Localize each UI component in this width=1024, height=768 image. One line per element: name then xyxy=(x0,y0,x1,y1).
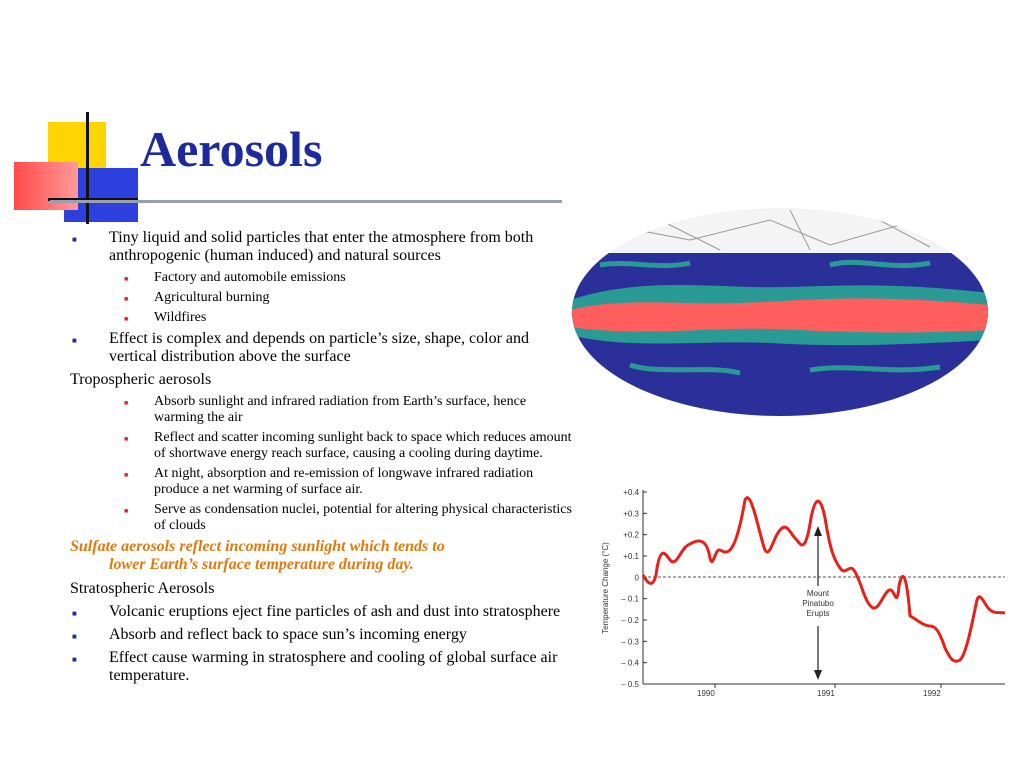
square-bullet-icon: ■ xyxy=(72,336,77,345)
aerosol-map-image xyxy=(570,205,990,420)
sub-bullet-text: At night, absorption and re-emission of longwave infrared radiation produce a net warming of surface air. xyxy=(154,466,534,497)
sub-bullet-text: Reflect and scatter incoming sunlight back to space which reduces amount of shortwave energy reach surface, causing a cooling during daytime. xyxy=(154,430,572,461)
graph-xtick-1990: 1990 xyxy=(697,689,715,698)
sub-bullet-item xyxy=(70,290,575,306)
sub-bullet-item xyxy=(70,466,575,498)
graph-xtick-1991: 1991 xyxy=(817,689,835,698)
graph-ytick-label: +0.2 xyxy=(623,530,639,540)
square-bullet-icon: ■ xyxy=(124,507,129,515)
title-underline xyxy=(50,200,562,203)
decor-vertical-line xyxy=(86,112,89,224)
bullet-text: Tiny liquid and solid particles that enter the atmosphere from both anthropogenic (human induced) and natural sources xyxy=(109,229,534,264)
graph-ytick-label: 0 xyxy=(634,573,639,583)
graph-ytick-label: +0.3 xyxy=(623,509,639,519)
square-bullet-icon: ■ xyxy=(124,471,129,479)
sub-bullet-text: Agricultural burning xyxy=(154,290,270,305)
sub-bullet-item xyxy=(70,430,575,462)
highlight-line-1: Sulfate aerosols reflect incoming sunlight which tends to xyxy=(70,538,445,555)
sub-bullet-text: Wildfires xyxy=(154,310,207,325)
bullet-text: Effect cause warming in stratosphere and cooling of global surface air temperature. xyxy=(109,649,558,684)
bullet-text: Volcanic eruptions eject fine particles of ash and dust into stratosphere xyxy=(109,603,561,620)
graph-annotation-line-2: Pinatubo xyxy=(802,599,834,608)
square-bullet-icon: ■ xyxy=(72,235,77,244)
sub-bullet-text: Serve as condensation nuclei, potential for altering physical characteristics of clouds xyxy=(154,502,572,533)
graph-xtick-1992: 1992 xyxy=(923,689,941,698)
graph-ytick-label: – 0.4 xyxy=(621,658,639,668)
graph-ylabel: Temperature Change (°C) xyxy=(601,542,610,634)
sub-bullet-item xyxy=(70,310,575,326)
section-heading: Tropospheric aerosols xyxy=(70,371,212,388)
graph-annotation-line-3: Erupts xyxy=(806,609,830,618)
slide-body xyxy=(70,229,575,690)
square-bullet-icon: ■ xyxy=(72,609,77,618)
square-bullet-icon: ■ xyxy=(124,315,129,323)
square-bullet-icon: ■ xyxy=(124,399,129,407)
square-bullet-icon: ■ xyxy=(124,295,129,303)
sub-bullet-text: Absorb sunlight and infrared radiation from Earth’s surface, hence warming the air xyxy=(154,394,527,425)
graph-ytick-label: +0.1 xyxy=(623,552,639,561)
graph-ytick-label: – 0.2 xyxy=(621,616,639,625)
graph-ytick-label: – 0.1 xyxy=(621,594,639,604)
square-bullet-icon: ■ xyxy=(72,655,77,664)
bullet-text: Effect is complex and depends on particle’s size, shape, color and vertical distribution above the surface xyxy=(109,330,530,365)
bullet-item xyxy=(70,229,575,265)
section-heading: Stratospheric Aerosols xyxy=(70,580,215,597)
square-bullet-icon: ■ xyxy=(124,275,129,283)
bullet-item xyxy=(70,330,575,366)
graph-ytick-label: – 0.5 xyxy=(621,680,639,689)
bullet-item xyxy=(70,603,575,621)
bullet-text: Absorb and reflect back to space sun’s incoming energy xyxy=(109,626,467,643)
highlight-line-2: lower Earth’s surface temperature during day. xyxy=(109,556,414,573)
square-bullet-icon: ■ xyxy=(72,632,77,641)
graph-ytick-label: +0.4 xyxy=(623,488,639,497)
bullet-item xyxy=(70,626,575,644)
bullet-item xyxy=(70,649,575,685)
temperature-change-graph xyxy=(595,478,1015,708)
sub-bullet-item xyxy=(70,394,575,426)
graph-annotation-line-1: Mount xyxy=(806,589,830,598)
slide-title: Aerosols xyxy=(140,121,323,177)
sub-bullet-item xyxy=(70,502,575,534)
square-bullet-icon: ■ xyxy=(124,435,129,443)
highlight-text xyxy=(70,538,575,574)
graph-ytick-label: – 0.3 xyxy=(621,637,639,647)
sub-bullet-item xyxy=(70,270,575,286)
sub-bullet-text: Factory and automobile emissions xyxy=(154,270,346,285)
